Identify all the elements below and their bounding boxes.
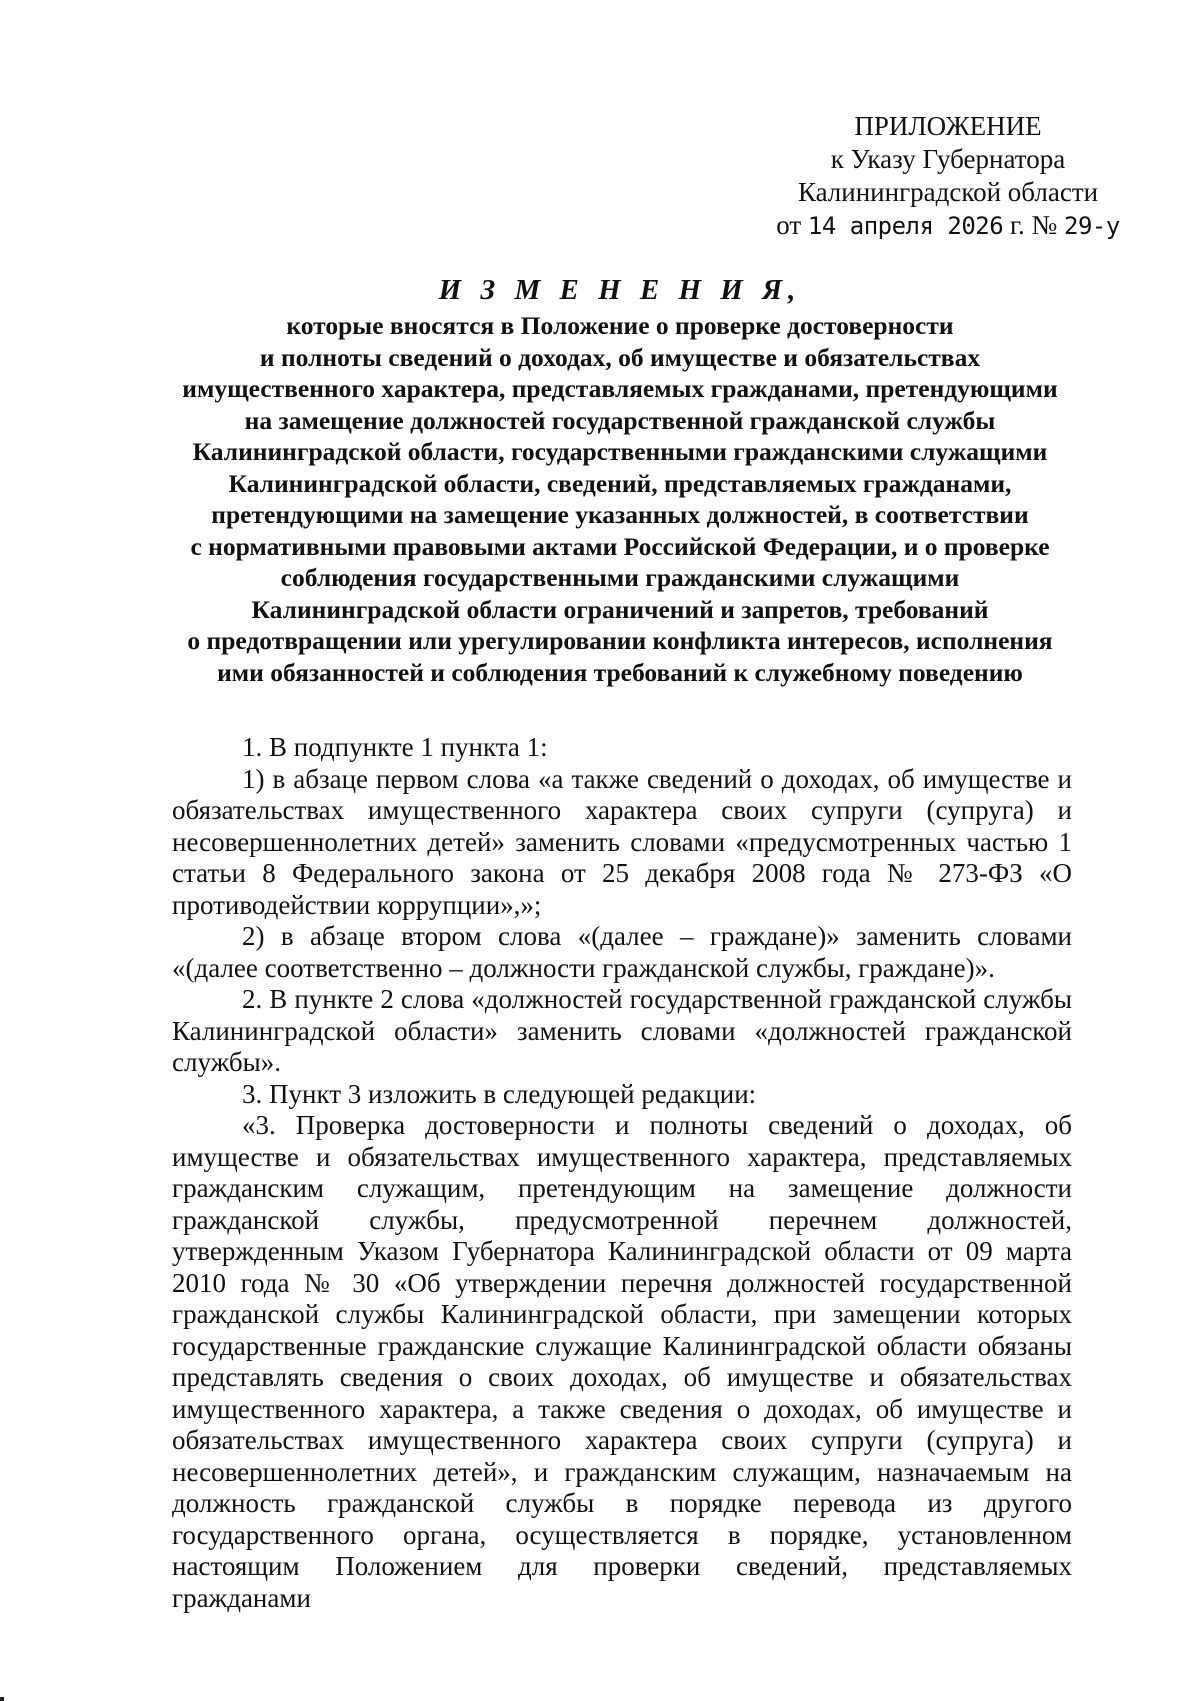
- handwritten-date: 14 апреля 2026: [807, 212, 1004, 240]
- appendix-date-line: [738, 209, 1158, 243]
- subtitle-line: имущественного характера, представляемых гражданами, претендующими: [182, 374, 1058, 403]
- appendix-region-line: Калининградской области: [797, 177, 1099, 207]
- document-title: И З М Е Н Е Н И Я,: [438, 274, 802, 306]
- date-number-label: г. №: [1009, 210, 1058, 240]
- date-prefix: от: [776, 210, 802, 240]
- paragraph-subitem-1: 1) в абзаце первом слова «а также сведений о доходах, об имуществе и обязательствах имущественного характера своих супруги (супруга) и несовершеннолетних детей» заменить словами «предусмотренных частью 1 статьи 8 Федерального закона от 25 декабря 2008 года № 273-ФЗ «О противодействии коррупции»,»;: [172, 763, 1072, 920]
- paragraph-subitem-2: 2) в абзаце втором слова «(далее – граждане)» заменить словами «(далее соответственно – должности гражданской службы, граждане)».: [172, 921, 1072, 983]
- subtitle-line: которые вносятся в Положение о проверке достоверности: [286, 311, 954, 340]
- subtitle-line: на замещение должностей государственной гражданской службы: [244, 405, 996, 435]
- paragraph-item-3-text: «3. Проверка достоверности и полноты сведений о доходах, об имуществе и обязательствах имущественного характера, представляемых гражданским служащим, претендующим на замещение должности гражданской службы, предусмотренной перечнем должностей, утвержденным Указом Губернатора Калининградской области от 09 марта 2010 года № 30 «Об утверждении перечня должностей государственной гражданской службы Калининградской области, при замещении которых государственные гражданские служащие Калининградской области обязаны представлять сведения о своих доходах, об имуществе и обязательствах имущественного характера, а также сведения о доходах, об имуществе и обязательствах имущественного характера своих супруги (супруга) и несовершеннолетних детей», и гражданским служащим, назначаемым на должность гражданской службы в порядке перевода из другого государственного органа, осуществляется в порядке, установленном настоящим Положением для проверки сведений, представляемых гражданами: [172, 1110, 1072, 1613]
- paragraph-item-3: 3. Пункт 3 изложить в следующей редакции:: [242, 1078, 757, 1109]
- subtitle-line: и полноты сведений о доходах, об имуществе и обязательствах: [259, 342, 981, 372]
- paragraph-item-2: 2. В пункте 2 слова «должностей государственной гражданской службы Калининградской области» заменить словами «должностей гражданской службы».: [172, 984, 1072, 1077]
- appendix-decree-line: к Указу Губернатора: [830, 144, 1066, 174]
- document-heading: [160, 272, 1080, 688]
- subtitle-line: претендующими на замещение указанных должностей, в соответствии: [211, 500, 1029, 529]
- subtitle-line: о предотвращении или урегулировании конфликта интересов, исполнения: [187, 626, 1053, 655]
- subtitle-line: ими обязанностей и соблюдения требований к служебному поведению: [217, 657, 1023, 687]
- appendix-header: [738, 110, 1158, 243]
- subtitle-line: с нормативными правовыми актами Российской Федерации, и о проверке: [190, 531, 1050, 561]
- subtitle-line: соблюдения государственными гражданскими служащими: [280, 563, 960, 592]
- appendix-label: ПРИЛОЖЕНИЕ: [854, 111, 1042, 141]
- handwritten-number: 29-у: [1064, 212, 1120, 240]
- scan-artifact: [0, 1697, 4, 1701]
- document-body: [172, 732, 1072, 1614]
- subtitle-line: Калининградской области, сведений, представляемых гражданами,: [228, 468, 1012, 498]
- paragraph-item-1: 1. В подпункте 1 пункта 1:: [242, 732, 548, 762]
- subtitle-line: Калининградской области, государственными гражданскими служащими: [192, 437, 1048, 466]
- subtitle-line: Калининградской области ограничений и запретов, требований: [251, 594, 989, 624]
